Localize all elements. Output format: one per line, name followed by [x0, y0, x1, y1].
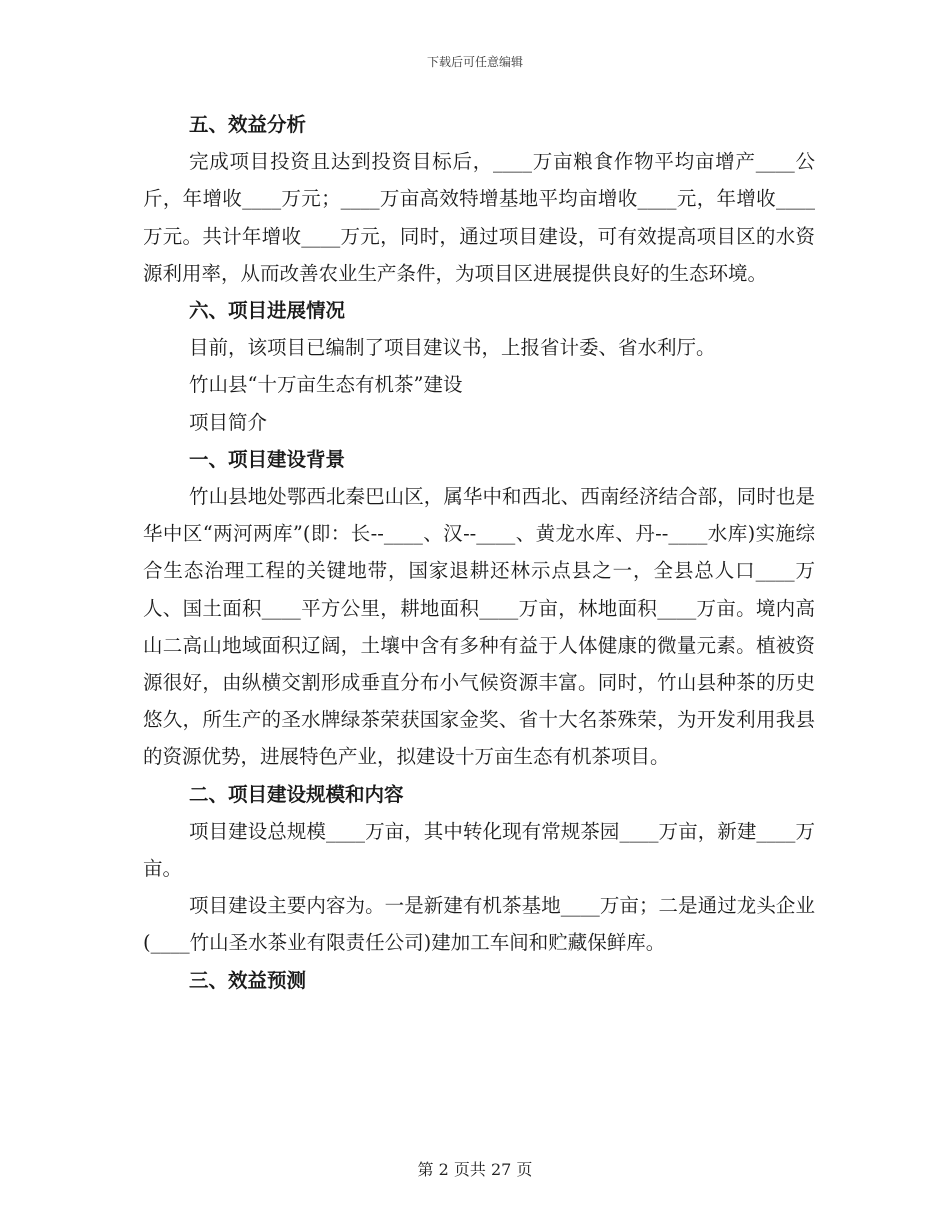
paragraph-content: 项目建设主要内容为。一是新建有机茶基地____万亩；二是通过龙头企业(____竹山圣水茶业有限责任公司)建加工车间和贮藏保鲜库。 — [143, 894, 815, 955]
paragraph-progress: 目前，该项目已编制了项目建议书，上报省计委、省水利厅。 — [189, 336, 716, 360]
section-heading-benefit-analysis: 五、效益分析 — [189, 113, 307, 136]
section-heading-progress: 六、项目进展情况 — [189, 299, 346, 323]
page-header: 下载后可任意编辑 — [426, 55, 523, 69]
project-intro-label: 项目简介 — [189, 410, 268, 434]
section-heading-scale: 二、项目建设规模和内容 — [189, 782, 404, 806]
project-title: 竹山县“十万亩生态有机茶”建设 — [189, 373, 463, 397]
section-heading-background: 一、项目建设背景 — [189, 447, 346, 471]
paragraph-benefit-analysis: 完成项目投资且达到投资目标后，____万亩粮食作物平均亩增产____公斤，年增收____万元；____万亩高效特增基地平均亩增收____元，年增收____万元。共计年增收____万元，同时，通过项目建设，可有效提高项目区的水资源利用率，从而改善农业生产条件，为项目区进展提供良好的生态环境。 — [143, 150, 815, 285]
section-heading-forecast: 三、效益预测 — [189, 968, 307, 992]
paragraph-background: 竹山县地处鄂西北秦巴山区，属华中和西北、西南经济结合部，同时也是华中区“两河两库”(即：长--____、汉--____、黄龙水库、丹--____水库)实施综合生态治理工程的关键地带，国家退耕还林示点县之一，全县总人口____万人、国土面积____平方公里，耕地面积____万亩，林地面积____万亩。境内高山二高山地域面积辽阔，土壤中含有多种有益于人体健康的微量元素。植被资源很好，由纵横交割形成垂直分布小气候资源丰富。同时，竹山县种茶的历史悠久，所生产的圣水牌绿茶荣获国家金奖、省十大名茶殊荣，为开发利用我县的资源优势，进展特色产业，拟建设十万亩生态有机茶项目。 — [143, 485, 815, 769]
document-body — [143, 106, 815, 999]
paragraph-scale: 项目建设总规模____万亩，其中转化现有常规茶园____万亩，新建____万亩。 — [143, 819, 815, 881]
page-footer: 第 2 页共 27 页 — [417, 1160, 533, 1179]
